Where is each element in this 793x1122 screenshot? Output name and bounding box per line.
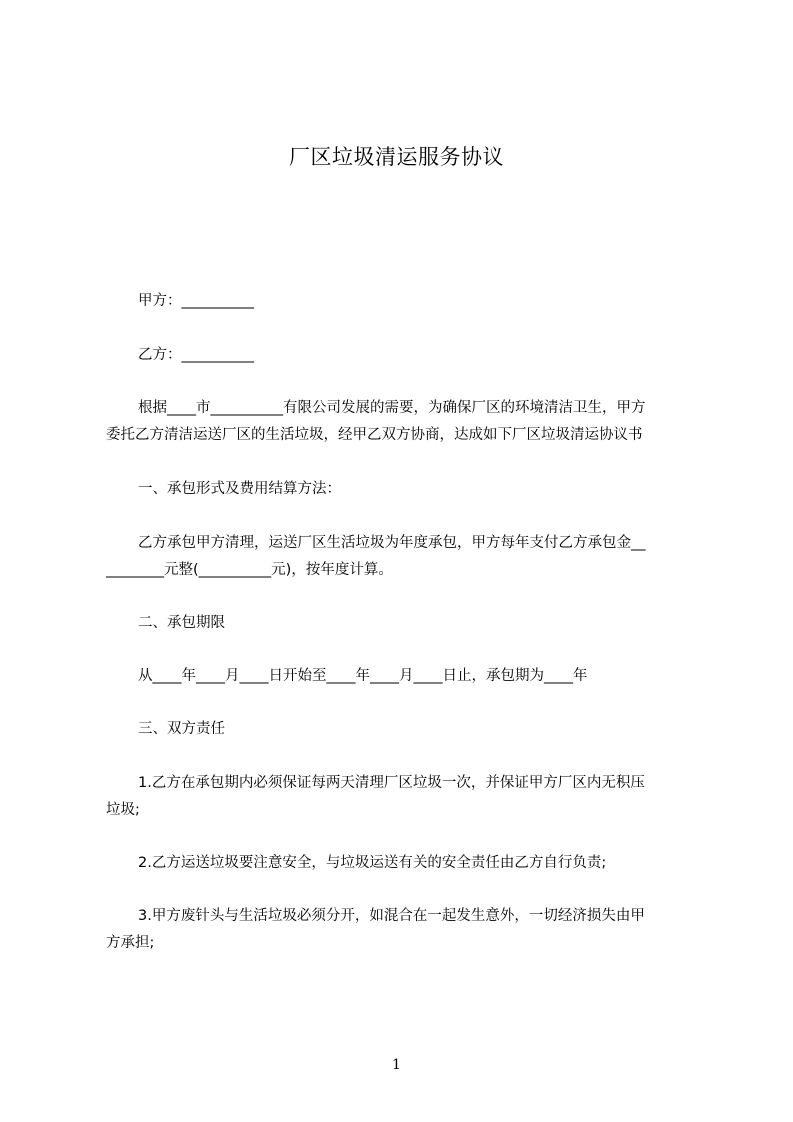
section-2-body: 从____年____月____日开始至____年____月____日止，承包期为____年: [138, 668, 588, 684]
section-1-heading: 一、承包形式及费用结算方法：: [138, 481, 341, 497]
responsibility-item-3-line-2: 方承担;: [106, 935, 155, 951]
page-number: 1: [392, 1057, 401, 1073]
section-3-heading: 三、双方责任: [138, 721, 225, 737]
party-a-line: 甲方：__________: [138, 293, 254, 309]
responsibility-item-3-line-1: 3.甲方废针头与生活垃圾必须分开，如混合在一起发生意外，一切经济损失由甲: [138, 908, 645, 924]
intro-line-1: 根据____市__________有限公司发展的需要，为确保厂区的环境清洁卫生，甲方: [138, 400, 646, 416]
party-b-line: 乙方：__________: [138, 347, 254, 363]
document-title: 厂区垃圾清运服务协议: [289, 145, 504, 169]
intro-line-2: 委托乙方清洁运送厂区的生活垃圾，经甲乙双方协商，达成如下厂区垃圾清运协议书: [106, 427, 643, 443]
section-2-heading: 二、承包期限: [138, 615, 225, 631]
responsibility-item-1-line-2: 垃圾;: [106, 802, 140, 818]
responsibility-item-1-line-1: 1.乙方在承包期内必须保证每两天清理厂区垃圾一次，并保证甲方厂区内无积压: [138, 775, 645, 791]
section-1-line-2: ________元整(__________元)，按年度计算。: [106, 562, 393, 578]
responsibility-item-2: 2.乙方运送垃圾要注意安全，与垃圾运送有关的安全责任由乙方自行负责;: [138, 855, 607, 871]
section-1-line-1: 乙方承包甲方清理，运送厂区生活垃圾为年度承包，甲方每年支付乙方承包金__: [138, 535, 646, 551]
